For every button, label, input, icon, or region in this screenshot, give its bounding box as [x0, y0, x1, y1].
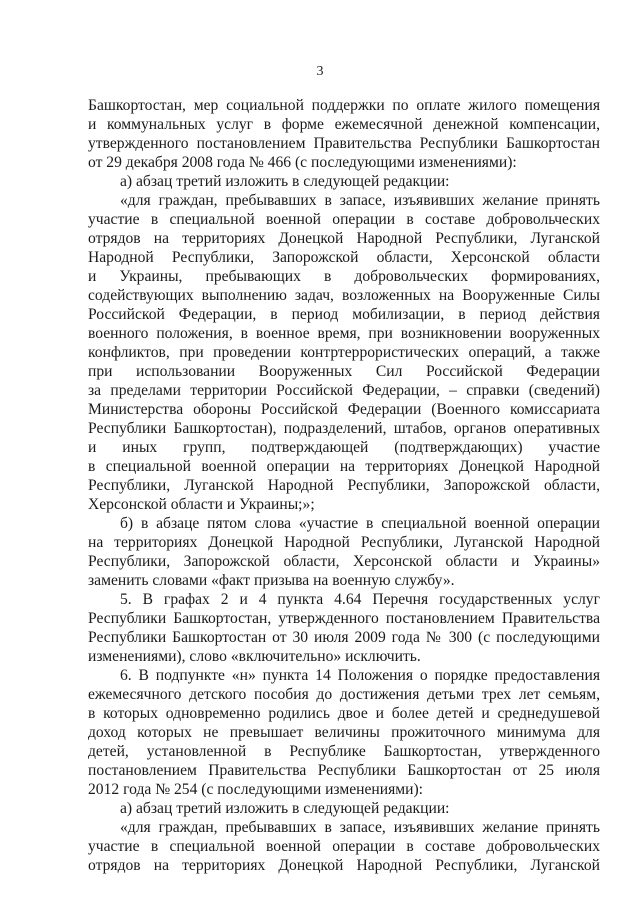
text-line: Херсонской области и Украины;»;	[88, 496, 315, 513]
text-line: в которых одновременно родились двое и более детей и среднедушевой	[88, 705, 600, 722]
text-line: Республики Башкортостан), подразделений, штабов, органов оперативных	[88, 420, 600, 437]
text-line: детей, установленной в Республике Башкортостан, утвержденного	[88, 743, 600, 760]
text-line: 2012 года № 254 (с последующими изменениями):	[88, 781, 424, 798]
text-line: а) абзац третий изложить в следующей редакции:	[120, 173, 450, 190]
text-line: Республики Башкортостан, утвержденного постановлением Правительства	[88, 610, 600, 627]
text-line: изменениями), слово «включительно» исключить.	[88, 648, 421, 665]
text-line: участие в специальной военной операции в составе добровольческих	[88, 838, 600, 855]
text-line: Башкортостан, мер социальной поддержки по оплате жилого помещения	[88, 97, 600, 114]
text-line: военного положения, в военное время, при возникновении вооруженных	[88, 325, 600, 342]
text-line: заменить словами «факт призыва на военную службу».	[88, 572, 455, 589]
text-line: и коммунальных услуг в форме ежемесячной денежной компенсации,	[88, 116, 600, 133]
text-line: 5. В графах 2 и 4 пункта 4.64 Перечня государственных услуг	[120, 591, 600, 608]
text-line: 6. В подпункте «н» пункта 14 Положения о порядке предоставления	[120, 667, 600, 684]
text-line: отрядов на территориях Донецкой Народной Республики, Луганской	[88, 230, 600, 247]
text-line: отрядов на территориях Донецкой Народной Республики, Луганской	[88, 857, 600, 874]
text-line: конфликтов, при проведении контртеррористических операций, а также	[88, 344, 600, 361]
text-line: «для граждан, пребывавших в запасе, изъявивших желание принять	[120, 819, 600, 836]
page-number: 3	[316, 64, 324, 79]
text-line: при использовании Вооруженных Сил Российской Федерации	[88, 363, 600, 380]
text-line: участие в специальной военной операции в составе добровольческих	[88, 211, 600, 228]
text-line: постановлением Правительства Республики Башкортостан от 25 июля	[88, 762, 600, 779]
text-line: Российской Федерации, в период мобилизации, в период действия	[88, 306, 600, 323]
text-line: Республики, Запорожской области, Херсонской области и Украины»	[88, 553, 600, 570]
text-line: ежемесячного детского пособия до достижения детьми трех лет семьям,	[88, 686, 600, 703]
text-line: за пределами территории Российской Федерации, – справки (сведений)	[88, 382, 600, 399]
text-line: и иных групп, подтверждающей (подтверждающих) участие	[88, 439, 600, 456]
text-line: от 29 декабря 2008 года № 466 (с последующими изменениями):	[88, 154, 517, 171]
text-line: и Украины, пребывающих в добровольческих формированиях,	[88, 268, 600, 285]
text-line: Республики Башкортостан от 30 июля 2009 года № 300 (с последующими	[88, 629, 600, 646]
text-line: Народной Республики, Запорожской области, Херсонской области	[88, 249, 600, 266]
text-line: доход которых не превышает величины прожиточного минимума для	[88, 724, 600, 741]
text-line: в специальной военной операции на территориях Донецкой Народной	[88, 458, 600, 475]
text-line: б) в абзаце пятом слова «участие в специальной военной операции	[120, 515, 600, 532]
text-line: «для граждан, пребывавших в запасе, изъявивших желание принять	[120, 192, 600, 209]
text-line: утвержденного постановлением Правительства Республики Башкортостан	[88, 135, 600, 152]
text-line: содействующих выполнению задач, возложенных на Вооруженные Силы	[88, 287, 600, 304]
text-line: Министерства обороны Российской Федерации (Военного комиссариата	[88, 401, 600, 418]
text-line: а) абзац третий изложить в следующей редакции:	[120, 800, 450, 817]
text-line: Республики, Луганской Народной Республики, Запорожской области,	[88, 477, 600, 494]
text-line: на территориях Донецкой Народной Республики, Луганской Народной	[88, 534, 600, 551]
